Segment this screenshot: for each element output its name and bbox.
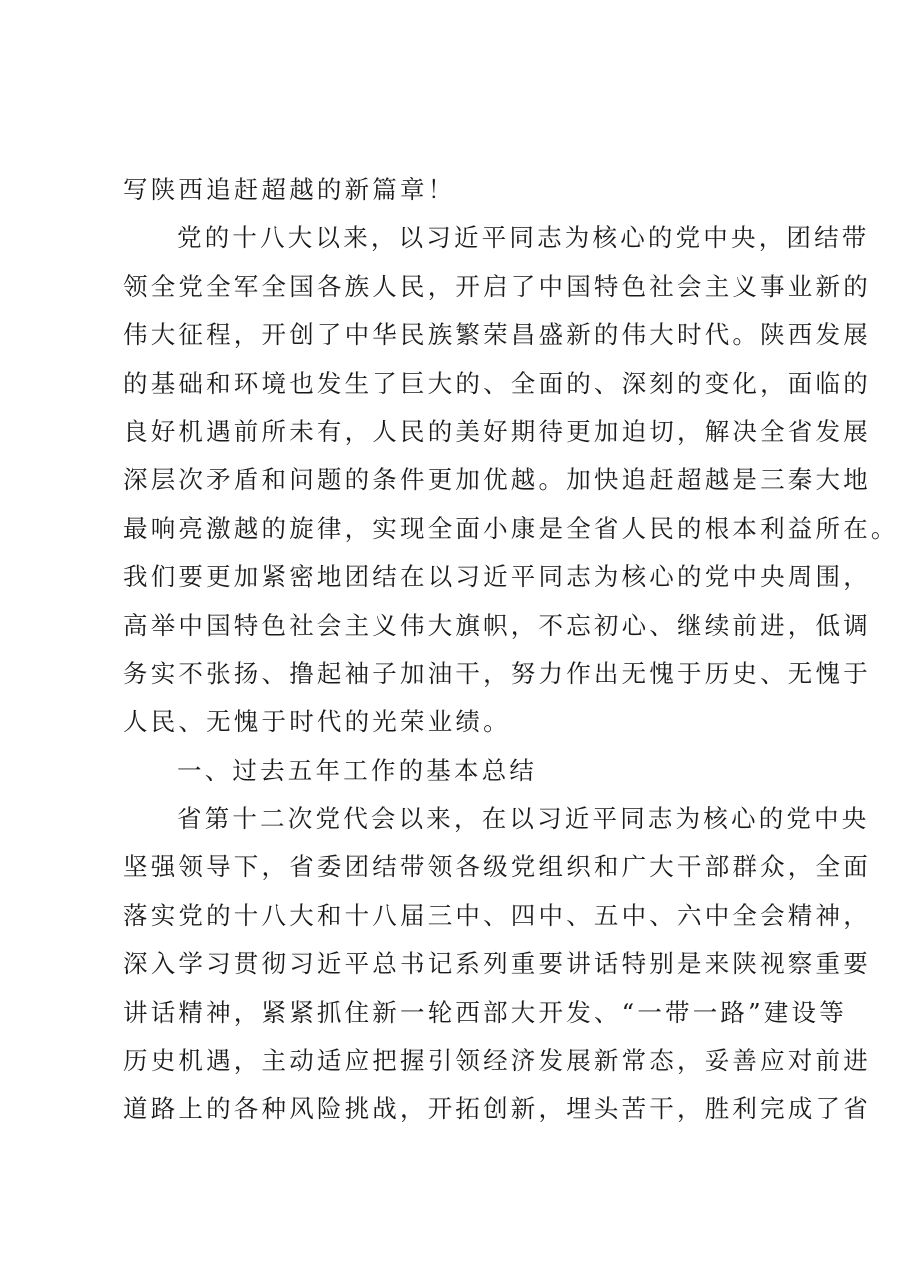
text-line: 领全党全军全国各族人民，开启了中国特色社会主义事业新的 [123, 271, 871, 301]
text-line: 坚强领导下，省委团结带领各级党组织和广大干部群众，全面 [123, 852, 871, 882]
text-line: 历史机遇，主动适应把握引领经济发展新常态，妥善应对前进 [123, 1046, 871, 1076]
text-line: 讲话精神，紧紧抓住新一轮西部大开发、“一带一路”建设等 [123, 997, 847, 1027]
text-line: 深入学习贯彻习近平总书记系列重要讲话特别是来陕视察重要 [123, 949, 871, 979]
text-line: 落实党的十八大和十八届三中、四中、五中、六中全会精神， [123, 900, 871, 930]
text-line: 高举中国特色社会主义伟大旗帜，不忘初心、继续前进，低调 [123, 610, 871, 640]
text-line: 最响亮激越的旋律，实现全面小康是全省人民的根本利益所在。 [123, 513, 899, 543]
text-line: 道路上的各种风险挑战，开拓创新，埋头苦干，胜利完成了省 [123, 1094, 871, 1124]
paragraph-first-line: 省第十二次党代会以来，在以习近平同志为核心的党中央 [177, 804, 870, 834]
paragraph-first-line: 党的十八大以来，以习近平同志为核心的党中央，团结带 [177, 223, 870, 253]
text-line: 我们要更加紧密地团结在以习近平同志为核心的党中央周围， [123, 562, 871, 592]
text-line: 人民、无愧于时代的光荣业绩。 [123, 707, 511, 737]
section-heading: 一、过去五年工作的基本总结 [177, 755, 538, 785]
text-line: 的基础和环境也发生了巨大的、全面的、深刻的变化，面临的 [123, 368, 871, 398]
text-line: 写陕西追赶超越的新篇章！ [123, 175, 456, 204]
text-line: 伟大征程，开创了中华民族繁荣昌盛新的伟大时代。陕西发展 [123, 320, 871, 350]
document-body [123, 166, 899, 1134]
text-line: 良好机遇前所未有，人民的美好期待更加迫切，解决全省发展 [123, 416, 871, 446]
text-line: 务实不张扬、撸起袖子加油干，努力作出无愧于历史、无愧于 [123, 658, 871, 688]
text-line: 深层次矛盾和问题的条件更加优越。加快追赶超越是三秦大地 [123, 465, 871, 495]
